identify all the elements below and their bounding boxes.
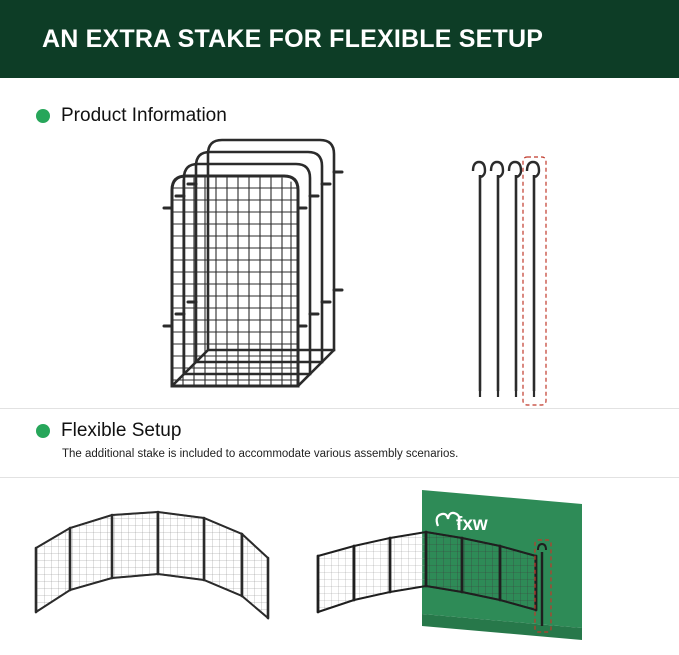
stake-2 bbox=[491, 162, 503, 397]
svg-text:fxw: fxw bbox=[456, 514, 488, 535]
page-title: AN EXTRA STAKE FOR FLEXIBLE SETUP bbox=[42, 24, 544, 53]
stakes-illustration bbox=[465, 155, 555, 410]
bullet-icon bbox=[36, 109, 50, 123]
bullet-icon bbox=[36, 424, 50, 438]
section-title: Product Information bbox=[61, 105, 227, 126]
section-subtitle: The additional stake is included to accommodate various assembly scenarios. bbox=[62, 448, 459, 460]
section-header-product-information bbox=[36, 105, 227, 127]
playpen-wall-illustration bbox=[310, 488, 650, 648]
stake-3 bbox=[509, 162, 521, 397]
playpen-against-wall-figure bbox=[310, 488, 650, 648]
section-divider bbox=[0, 408, 679, 409]
wire-panels-illustration bbox=[150, 130, 400, 395]
ground-stakes-figure bbox=[465, 155, 555, 410]
octagon-playpen-figure bbox=[30, 490, 280, 640]
section-header-flexible-setup bbox=[36, 420, 181, 442]
section-divider bbox=[0, 477, 679, 478]
header-banner bbox=[0, 0, 679, 78]
octagon-playpen-illustration bbox=[30, 490, 280, 640]
stake-1 bbox=[473, 162, 485, 397]
stake-4-highlighted bbox=[523, 157, 546, 405]
section-title: Flexible Setup bbox=[61, 420, 182, 441]
stacked-wire-panels-figure bbox=[150, 130, 400, 395]
